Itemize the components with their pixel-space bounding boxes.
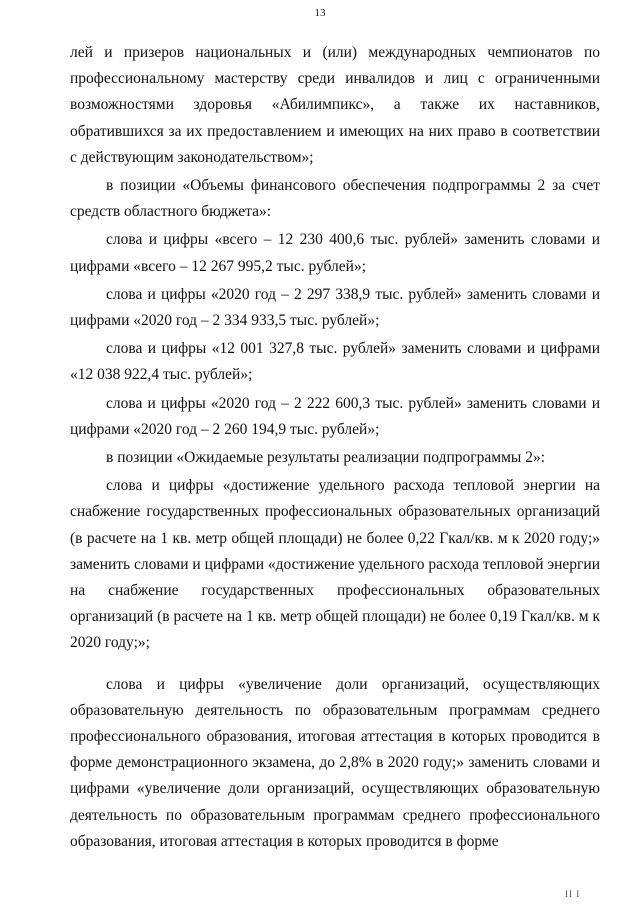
paragraph-continuation: лей и призеров национальных и (или) международных чемпионатов по профессиональному мастерству среди инвалидов и лиц с ограниченными возможностями здоровья «Абилимпикс», а также их наставников, обратившихся за их предоставлением и имеющих на них право в соответствии с действующим законодательством»; — [70, 44, 600, 166]
footer-mark: II I — [565, 889, 581, 899]
paragraph-position-funding: в позиции «Объемы финансового обеспечения подпрограммы 2 за счет средств областного бюджета»: — [70, 177, 600, 221]
document-body — [70, 40, 600, 855]
paragraph-regional-amount: слова и цифры «12 001 327,8 тыс. рублей» заменить словами и цифрами «12 038 922,4 тыс. рублей»; — [70, 340, 600, 384]
paragraph-total-amount: слова и цифры «всего – 12 230 400,6 тыс. рублей» заменить словами и цифрами «всего – 12 267 995,2 тыс. рублей»; — [70, 231, 600, 275]
paragraph-2020-amount: слова и цифры «2020 год – 2 297 338,9 тыс. рублей» заменить словами и цифрами «2020 год – 2 334 933,5 тыс. рублей»; — [70, 285, 600, 330]
paragraph-2020-regional-amount: слова и цифры «2020 год – 2 222 600,3 тыс. рублей» заменить словами и цифрами «2020 год – 2 260 194,9 тыс. рублей»; — [70, 394, 600, 438]
page-number: 13 — [314, 7, 326, 19]
paragraph-heat-energy: слова и цифры «достижение удельного расхода тепловой энергии на снабжение государственных профессиональных образовательных организаций (в расчете на 1 кв. метр общей площади) не более 0,22 Гкал/кв. м к 2020 году;» заменить словами и цифрами «достижение удельного расхода тепловой энергии на снабжение государственных профессиональных образовательных организаций (в расчете на 1 кв. метр общей площади) не более 0,19 Гкал/кв. м к 2020 году;»; — [70, 477, 600, 652]
paragraph-position-results: в позиции «Ожидаемые результаты реализации подпрограммы 2»: — [106, 449, 545, 467]
paragraph-demo-exam: слова и цифры «увеличение доли организаций, осуществляющих образовательную деятельность по образовательным программам среднего профессионального образования, итоговая аттестация в которых проводится в форме демонстрационного экзамена, до 2,8% в 2020 году;» заменить словами и цифрами «увеличение доли организаций, осуществляющих образовательную деятельность по образовательным программам среднего профессионального образования, итоговая аттестация в которых проводится в форме — [70, 675, 600, 850]
